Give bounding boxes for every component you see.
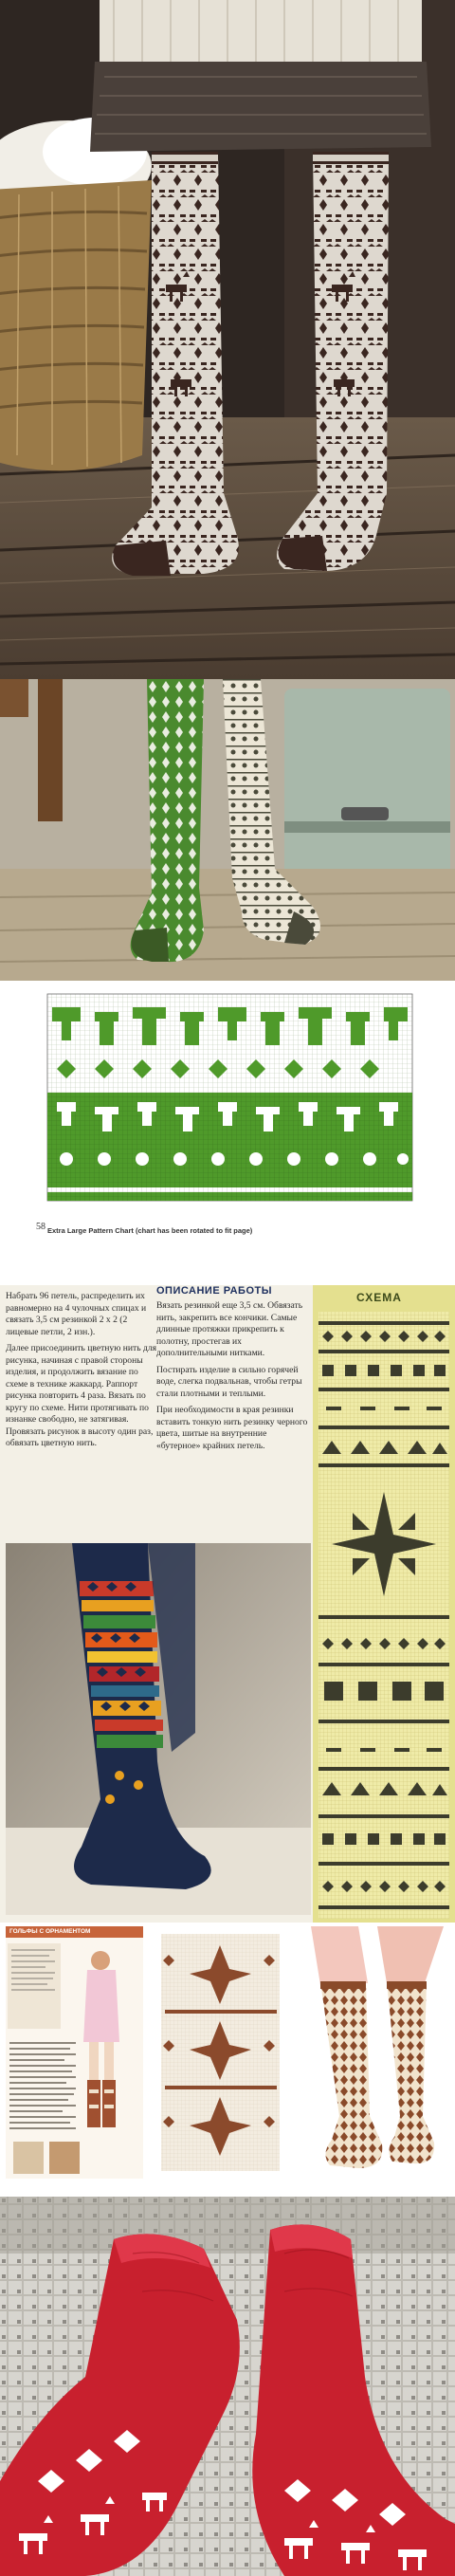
instructions-column-2 bbox=[156, 1285, 308, 1457]
spread-chart-page bbox=[152, 1926, 294, 2179]
photo-colorful-striped-sock bbox=[6, 1543, 311, 1915]
pin-magazine-page[interactable] bbox=[0, 1285, 455, 1923]
spread-left-illustration bbox=[6, 1938, 143, 2179]
instructions-paragraph: При необходимости в края резинки вставить тонкую нить резинку черного цвета, шитые на внутренние «бутерное» крайних петель. bbox=[156, 1405, 308, 1451]
photo-dark-reindeer-socks bbox=[0, 0, 455, 679]
schema-chart bbox=[313, 1312, 455, 1919]
pin-photo-red-socks[interactable] bbox=[0, 2197, 455, 2576]
spread-chart bbox=[152, 1926, 294, 2179]
page-number: 58 bbox=[36, 1222, 46, 1232]
instructions-paragraph: Далее присоединить цветную нить для рисунка, начиная с правой стороны изделия, и продолжить вязание по схеме в технике жаккард. Раппорт рисунка повторить 4 раза. Вязать по кругу по схеме. Нити протягивать по изнанке свободно, не затягивая. Провязать рисунок в высоту один раз, обвязать цветную нить. bbox=[6, 1343, 157, 1448]
spread-photo-page bbox=[301, 1926, 449, 2179]
photo-patterned-knee-socks bbox=[301, 1926, 449, 2179]
pattern-chart-grid bbox=[0, 988, 455, 1249]
instructions-paragraph: Вязать резинкой еще 3,5 см. Обвязать нить, закрепить все кончики. Самые длинные протяжки прикрепить к полотну, простегав их дополнительными нитками. bbox=[156, 1300, 303, 1358]
pin-magazine-spread[interactable] bbox=[0, 1923, 455, 2185]
spread-header: ГОЛЬФЫ С ОРНАМЕНТОМ bbox=[6, 1926, 143, 1938]
description-heading: ОПИСАНИЕ РАБОТЫ bbox=[156, 1285, 272, 1297]
instructions-paragraph: Постирать изделие в сильно горячей воде, слегка подвальнав, чтобы гетры стали плотными и теплыми. bbox=[156, 1364, 302, 1399]
pin-chart-page[interactable] bbox=[0, 988, 455, 1249]
pin-photo-dark-socks[interactable] bbox=[0, 0, 455, 679]
pin-photo-green-socks[interactable] bbox=[0, 679, 455, 981]
spread-left-page bbox=[6, 1926, 143, 2179]
instructions-paragraph: Набрать 96 петель, распределить их равномерно на 4 чулочных спицах и связать 3,5 см резинкой 2 х 2 (2 лицевые петли, 2 изн.). bbox=[6, 1291, 147, 1337]
schema-panel bbox=[313, 1285, 455, 1923]
schema-label: СХЕМА bbox=[356, 1291, 402, 1304]
instructions-column-1 bbox=[6, 1291, 157, 1455]
photo-green-white-socks bbox=[0, 679, 455, 981]
photo-red-white-reindeer-socks bbox=[0, 2197, 455, 2576]
chart-caption: Extra Large Pattern Chart (chart has been rotated to fit page) bbox=[47, 1226, 253, 1235]
